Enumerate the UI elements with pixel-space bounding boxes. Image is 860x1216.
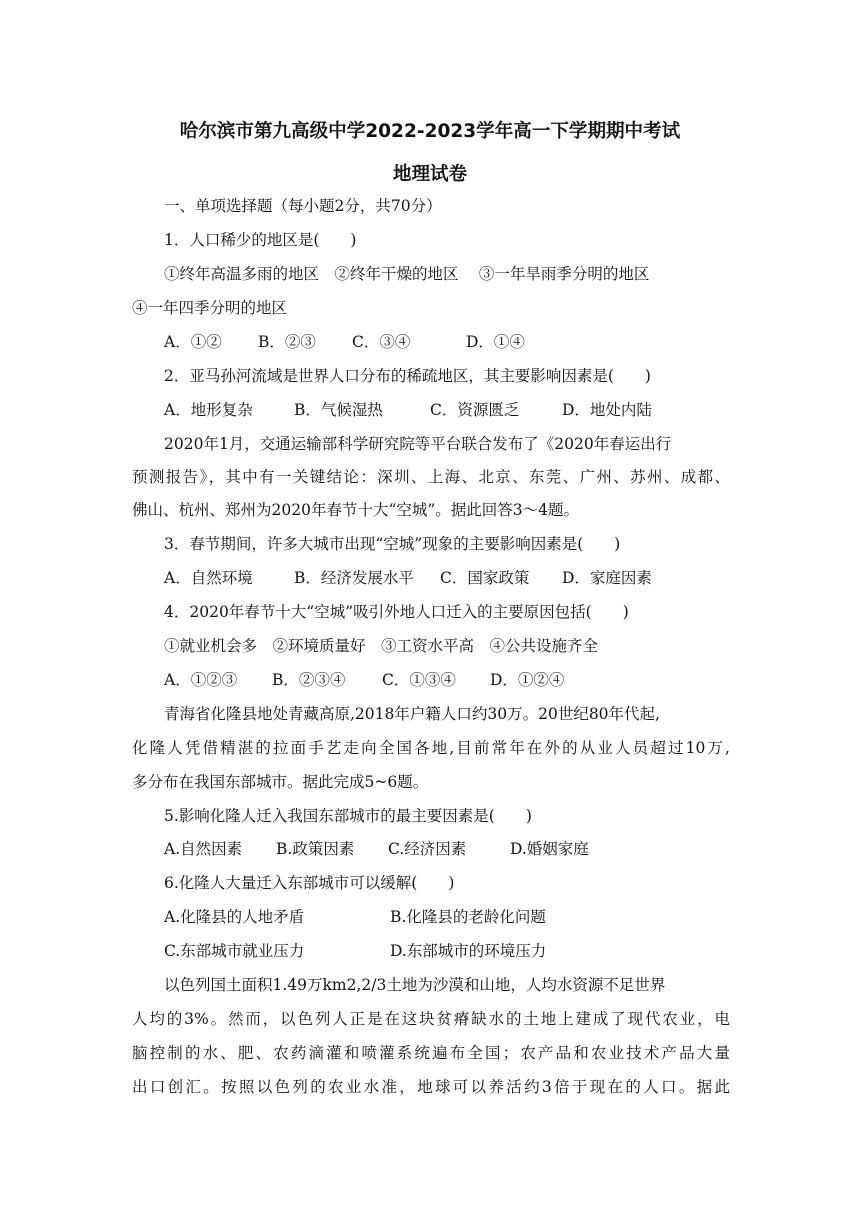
q1-option-d: D．①④ xyxy=(466,333,525,351)
q6-options-row1 xyxy=(164,906,546,928)
q1-option-b: B．②③ xyxy=(258,333,316,351)
q4-items: ①就业机会多 ②环境质量好 ③工资水平高 ④公共设施齐全 xyxy=(164,637,599,655)
q2-option-a: A．地形复杂 xyxy=(164,401,253,419)
passage1-line3: 佛山、杭州、郑州为2020年春节十大“空城”。据此回答3～4题。 xyxy=(132,501,580,519)
q6-option-d: D.东部城市的环境压力 xyxy=(390,942,547,960)
q3-stem: 3．春节期间，许多大城市出现“空城”现象的主要影响因素是( ) xyxy=(164,535,621,553)
q2-stem: 2．亚马孙河流域是世界人口分布的稀疏地区，其主要影响因素是( ) xyxy=(164,367,651,385)
section-heading: 一、单项选择题（每小题2分，共70分） xyxy=(164,197,442,215)
q4-option-c: C．①③④ xyxy=(382,671,456,689)
passage3-line4: 出口创汇。按照以色列的农业水准，地球可以养活约3倍于现在的人口。据此 xyxy=(132,1078,730,1096)
passage1-line1: 2020年1月，交通运输部科学研究院等平台联合发布了《2020年春运出行 xyxy=(164,435,672,453)
q5-option-a: A.自然因素 xyxy=(164,840,243,858)
q2-option-d: D．地处内陆 xyxy=(562,401,652,419)
q2-options xyxy=(164,399,652,421)
q1-stem: 1．人口稀少的地区是( ) xyxy=(164,231,357,249)
q5-option-c: C.经济因素 xyxy=(388,840,467,858)
q6-options-row2 xyxy=(164,940,546,962)
q5-stem: 5.影响化隆人迁入我国东部城市的最主要因素是( ) xyxy=(164,807,532,825)
q6-stem: 6.化隆人大量迁入东部城市可以缓解( ) xyxy=(164,874,455,892)
passage1-line2: 预测报告》，其中有一关键结论：深圳、上海、北京、东莞、广州、苏州、成都、 xyxy=(132,468,730,486)
q4-stem: 4．2020年春节十大“空城”吸引外地人口迁入的主要原因包括( ) xyxy=(164,603,629,621)
q3-options xyxy=(164,567,652,589)
q1-items-line1: ①终年高温多雨的地区 ②终年干燥的地区 ③一年旱雨季分明的地区 xyxy=(164,265,650,283)
q6-option-b: B.化隆县的老龄化问题 xyxy=(390,908,546,926)
q3-option-b: B．经济发展水平 xyxy=(294,569,414,587)
passage2-line1: 青海省化隆县地处青藏高原,2018年户籍人口约30万。20世纪80年代起, xyxy=(164,705,660,723)
q1-option-c: C．③④ xyxy=(352,333,411,351)
passage2-line2: 化隆人凭借精湛的拉面手艺走向全国各地,目前常年在外的从业人员超过10万, xyxy=(132,739,730,757)
passage3-line3: 脑控制的水、肥、农药滴灌和喷灌系统遍布全国；农产品和农业技术产品大量 xyxy=(132,1044,730,1062)
q5-option-d: D.婚姻家庭 xyxy=(510,840,589,858)
q3-option-d: D．家庭因素 xyxy=(562,569,652,587)
q5-option-b: B.政策因素 xyxy=(276,840,355,858)
q4-options xyxy=(164,669,564,691)
q4-option-d: D．①②④ xyxy=(490,671,565,689)
q1-options xyxy=(164,331,525,353)
passage3-line2: 人均的3%。然而，以色列人正是在这块贫瘠缺水的土地上建成了现代农业，电 xyxy=(132,1010,730,1028)
exam-title: 哈尔滨市第九高级中学2022-2023学年高一下学期期中考试 xyxy=(179,121,681,142)
q2-option-c: C．资源匮乏 xyxy=(430,401,520,419)
passage3-line1: 以色列国土面积1.49万km2,2/3土地为沙漠和山地，人均水资源不足世界 xyxy=(164,976,666,994)
q4-option-b: B．②③④ xyxy=(272,671,346,689)
q6-option-a: A.化隆县的人地矛盾 xyxy=(164,908,305,926)
q5-options xyxy=(164,838,589,860)
passage2-line3: 多分布在我国东部城市。据此完成5~6题。 xyxy=(132,773,429,791)
q1-option-a: A．①② xyxy=(164,333,222,351)
exam-subtitle: 地理试卷 xyxy=(392,164,468,185)
q6-option-c: C.东部城市就业压力 xyxy=(164,942,305,960)
q1-items-line2: ④一年四季分明的地区 xyxy=(132,299,288,317)
q4-option-a: A．①②③ xyxy=(164,671,238,689)
q3-option-c: C．国家政策 xyxy=(440,569,530,587)
q3-option-a: A．自然环境 xyxy=(164,569,253,587)
q2-option-b: B．气候湿热 xyxy=(294,401,383,419)
